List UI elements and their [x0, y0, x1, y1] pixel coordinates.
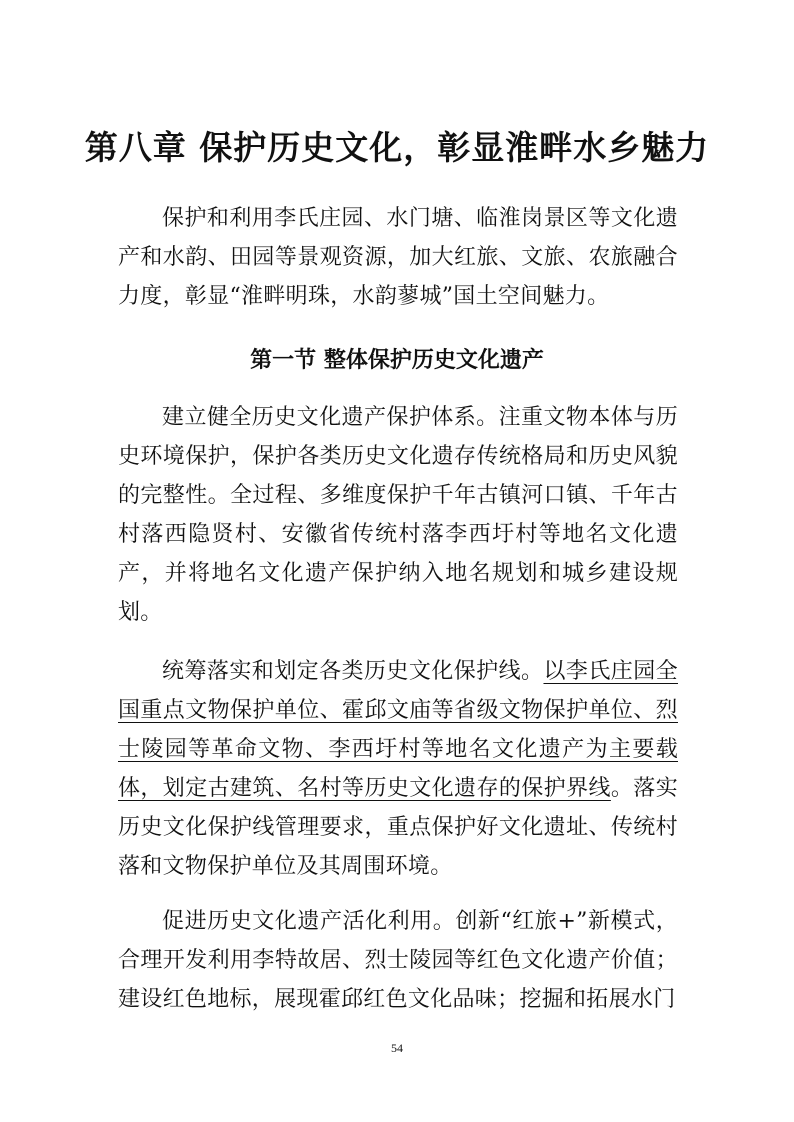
paragraph-protection-lines: [118, 652, 678, 886]
page-number: 54: [391, 1041, 403, 1055]
paragraph-tail: 。落实历史文化保护线管理要求，重点保护好文化遗址、传统村落和文物保护单位及其周围环境。: [118, 776, 678, 879]
intro-paragraph: 保护和利用李氏庄园、水门塘、临淮岗景区等文化遗产和水韵、田园等景观资源，加大红旅、文旅、农旅融合力度，彰显“淮畔明珠，水韵蓼城”国土空间魅力。: [118, 206, 678, 309]
section-title: 第一节 整体保护历史文化遗产: [250, 348, 544, 373]
chapter-title: 第八章 保护历史文化，彰显淮畔水乡魅力: [84, 128, 710, 167]
paragraph-lead: 统筹落实和划定各类历史文化保护线。: [162, 659, 544, 684]
paragraph-heritage-use: 促进历史文化遗产活化利用。创新“红旅+”新模式，合理开发利用李特故居、烈士陵园等红色文化遗产价值；建设红色地标，展现霍邱红色文化品味；挖掘和拓展水门: [118, 909, 678, 1012]
underlined-text: 以李氏庄园全国重点文物保护单位、霍邱文庙等省级文物保护单位、烈士陵园等革命文物、李西圩村等地名文化遗产为主要载体，划定古建筑、名村等历史文化遗存的保护界线: [118, 659, 678, 801]
paragraph-heritage-system: 建立健全历史文化遗产保护体系。注重文物本体与历史环境保护，保护各类历史文化遗存传统格局和历史风貌的完整性。全过程、多维度保护千年古镇河口镇、千年古村落西隐贤村、安徽省传统村落李西圩村等地名文化遗产，并将地名文化遗产保护纳入地名规划和城乡建设规划。: [118, 405, 678, 625]
